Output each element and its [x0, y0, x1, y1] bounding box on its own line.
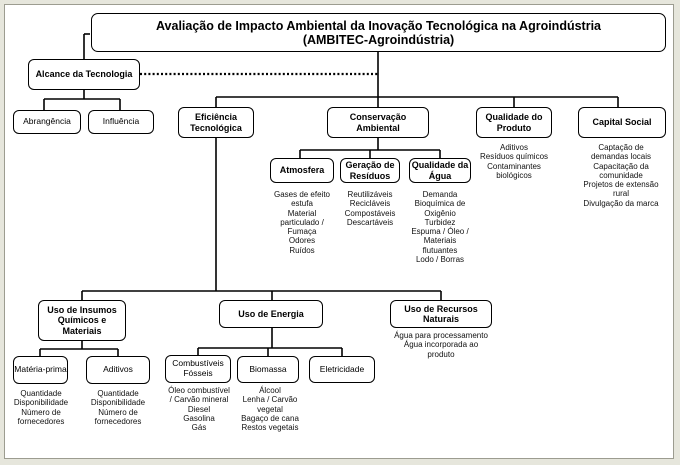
qualidade-agua-box	[409, 158, 471, 183]
uso-energia-label: Uso de Energia	[238, 308, 304, 319]
conservacao-ambiental-label: Conservação Ambiental	[349, 112, 407, 133]
aditivos-items	[84, 389, 152, 426]
list-item: / Carvão mineral	[169, 395, 229, 405]
list-item: particulado /	[280, 217, 324, 227]
list-item: fornecedores	[94, 416, 142, 426]
eletricidade-label: Eletricidade	[319, 363, 365, 374]
list-item: estufa	[291, 199, 313, 209]
list-item: Água para processamento	[394, 331, 488, 340]
list-item: Material	[287, 208, 317, 218]
eletricidade-box	[309, 356, 375, 383]
residuos-items	[334, 190, 406, 227]
biomassa-label: Biomassa	[249, 363, 287, 374]
list-item: Recicláveis	[349, 199, 391, 209]
agua-items	[400, 190, 480, 264]
list-item: Número de	[21, 407, 61, 417]
list-item: Reutilizáveis	[347, 190, 393, 199]
combustiveis-fosseis-box	[165, 355, 231, 383]
list-item: Lenha / Carvão	[242, 395, 298, 405]
influencia-box	[88, 110, 154, 134]
capital-social-items	[572, 143, 670, 208]
capital-social-label: Capital Social	[592, 117, 652, 128]
list-item: Diesel	[187, 404, 211, 414]
influencia-label: Influência	[102, 116, 140, 127]
list-item: Óleo combustível	[168, 386, 230, 395]
list-item: Aditivos	[499, 143, 528, 152]
diagram-title-line-2: (AMBITEC-Agroindústria)	[302, 32, 455, 47]
uso-insumos-label: Uso de Insumos Químicos e Materiais	[47, 305, 117, 336]
combustiveis-fosseis-items	[160, 386, 238, 432]
uso-energia-box	[219, 300, 323, 328]
uso-recursos-naturais-label: Uso de Recursos Naturais	[404, 303, 478, 324]
list-item: flutuantes	[422, 245, 458, 255]
list-item: Descartáveis	[346, 217, 394, 227]
atmosfera-label: Atmosfera	[279, 165, 325, 176]
list-item: Gasolina	[183, 413, 215, 423]
qualidade-produto-items	[470, 143, 558, 180]
diagram-title-line-1: Avaliação de Impacto Ambiental da Inovação Tecnológica na Agroindústria	[155, 18, 601, 33]
list-item: Oxigênio	[424, 208, 456, 218]
geracao-residuos-box	[340, 158, 400, 183]
list-item: Espuma / Óleo /	[411, 227, 469, 237]
list-item: rural	[612, 189, 629, 199]
atmosfera-items	[262, 190, 342, 255]
aditivos-box	[86, 356, 150, 384]
qualidade-produto-label: Qualidade do Produto	[485, 112, 543, 133]
list-item: Bagaço de cana	[241, 413, 299, 423]
list-item: Divulgação da marca	[583, 198, 659, 208]
list-item: vegetal	[257, 404, 283, 414]
list-item: Gás	[191, 423, 207, 433]
list-item: Disponibilidade	[13, 398, 69, 408]
list-item: fornecedores	[17, 416, 65, 426]
list-item: Resíduos químicos	[479, 152, 549, 162]
list-item: Restos vegetais	[241, 423, 299, 433]
list-item: Ruídos	[289, 245, 315, 255]
abrangencia-box	[13, 110, 81, 134]
list-item: Turbidez	[424, 217, 456, 227]
qualidade-produto-box	[476, 107, 552, 138]
abrangencia-label: Abrangência	[23, 116, 71, 127]
list-item: Álcool	[259, 386, 281, 395]
alcance-tecnologia-box	[28, 59, 140, 90]
list-item: Demanda	[422, 190, 458, 199]
qualidade-agua-label: Qualidade da Água	[411, 160, 469, 181]
geracao-residuos-label: Geração de Resíduos	[345, 160, 395, 181]
list-item: demandas locais	[590, 152, 652, 162]
list-item: Quantidade	[20, 389, 62, 398]
uso-recursos-naturais-box	[390, 300, 492, 328]
diagram-title-box	[91, 13, 666, 52]
recursos-naturais-items	[384, 331, 498, 359]
biomassa-box	[237, 356, 299, 383]
list-item: Contaminantes	[487, 161, 541, 171]
aditivos-label: Aditivos	[103, 364, 133, 375]
uso-insumos-box	[38, 300, 126, 341]
combustiveis-fosseis-label: Combustíveis Fósseis	[172, 358, 224, 378]
list-item: Número de	[98, 407, 138, 417]
list-item: Quantidade	[97, 389, 139, 398]
list-item: Odores	[288, 236, 316, 246]
biomassa-items	[232, 386, 308, 432]
list-item: Fumaça	[287, 227, 317, 237]
list-item: Gases de efeito	[273, 190, 331, 199]
list-item: Materiais	[423, 236, 457, 246]
list-item: Disponibilidade	[90, 398, 146, 408]
eficiencia-tecnologica-label: Eficiência Tecnológica	[190, 112, 242, 133]
list-item: Bioquímica de	[414, 199, 466, 209]
capital-social-box	[578, 107, 666, 138]
conservacao-ambiental-box	[327, 107, 429, 138]
materia-prima-label: Matéria-prima	[14, 364, 67, 375]
list-item: Captação de	[598, 143, 644, 152]
list-item: Compostáveis	[344, 208, 396, 218]
list-item: comunidade	[599, 170, 643, 180]
list-item: produto	[427, 349, 455, 359]
list-item: Capacitação da	[593, 161, 649, 171]
eficiencia-tecnologica-box	[178, 107, 254, 138]
atmosfera-box	[270, 158, 334, 183]
list-item: Lodo / Borras	[415, 254, 465, 264]
materia-prima-box	[13, 356, 68, 384]
list-item: Projetos de extensão	[583, 180, 659, 190]
materia-prima-items	[8, 389, 74, 426]
alcance-tecnologia-label: Alcance da Tecnologia	[35, 69, 133, 80]
list-item: Água incorporada ao	[403, 340, 479, 350]
list-item: biológicos	[496, 170, 532, 180]
